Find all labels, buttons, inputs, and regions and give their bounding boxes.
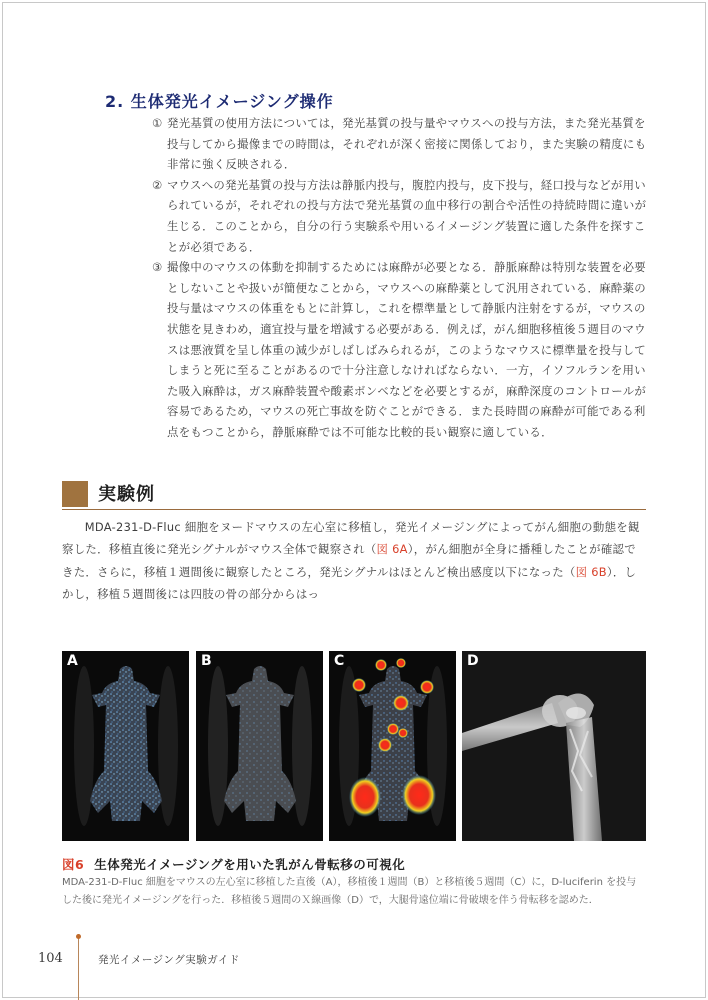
footer-divider — [78, 938, 79, 1000]
mouse-image-b — [196, 651, 323, 841]
page-number: 104 — [38, 951, 63, 966]
section-title: 実験例 — [98, 484, 155, 505]
paragraph-text: ），がん細胞が全身に播種したことが確認できた．さらに，移植１週間後に観察したところ，発光シグナルはほとんど検出感度以下になった（ — [62, 542, 636, 579]
list-item — [152, 257, 652, 442]
mouse-image-a — [62, 651, 189, 841]
item-number: ① — [152, 116, 163, 130]
running-title: 発光イメージング実験ガイド — [98, 954, 240, 966]
figure-caption: MDA-231-D-Fluc 細胞をマウスの左心室に移植した直後（A），移植後１週間（B）と移植後５週間（C）に，D-luciferin を投与した後に発光イメージングを行った．移植後５週間のＸ線画像（D）で，大腿骨遠位端に骨破壊を伴う骨転移を認めた． — [62, 877, 637, 906]
mouse-image-c — [329, 651, 456, 841]
figure-title-text: 生体発光イメージングを用いた乳がん骨転移の可視化 — [94, 857, 406, 872]
footer-dot — [76, 934, 81, 939]
figure-panel-a — [62, 651, 189, 841]
item-text: 発光基質の使用方法については，発光基質の投与量やマウスへの投与方法，また発光基質を投与してから撮像までの時間は，それぞれが深く密接に関係しており，また実験の精度にも非常に強く反映される． — [167, 116, 647, 172]
item-text: 撮像中のマウスの体動を抑制するためには麻酔が必要となる．静脈麻酔は特別な装置を必要としないことや扱いが簡便なことから，マウスへの麻酔薬として汎用されている．麻酔薬の投与量はマウスの体重をもとに計算し，これを標準量として静脈内注射をするが，マウスの状態を見きわめ，適宜投与量を増減する必要がある．例えば，がん細胞移植後５週目のマウスは悪液質を呈し体重の減少がしばしばみられるが，このようなマウスに標準量を投与してしまうと死に至ることがあるので十分注意しなければならない．一方，イソフルランを用いた吸入麻酔は，ガス麻酔装置や酸素ボンベなどを必要とするが，麻酔深度のコントロールが容易であるため，マウスの死亡事故を防ぐことができる．また長時間の麻酔が可能である利点をもつことから，静脈麻酔では不可能な比較的長い観察に適している． — [167, 260, 647, 439]
figure-panel-d — [462, 651, 646, 841]
item-number: ② — [152, 177, 163, 192]
procedure-list — [152, 113, 652, 443]
figure-title — [62, 855, 405, 873]
figure-panel-c — [329, 651, 456, 841]
paragraph-text: ）．しかし，移植５週間後には四肢の骨の部分からはっ — [62, 564, 637, 601]
paragraph-text: MDA-231-D-Fluc 細胞をヌードマウスの左心室に移植し，発光イメージングによってがん細胞の動態を観察した．移植直後に発光シグナルがマウス全体で観察され（ — [62, 520, 640, 557]
figure-number: 図6 — [62, 857, 85, 872]
figure-link-6b[interactable]: 図 6B — [575, 564, 607, 579]
list-item — [152, 175, 652, 257]
panel-label: C — [334, 653, 345, 669]
item-number: ③ — [152, 260, 163, 275]
figure-link-6a[interactable]: 図 6A — [376, 542, 408, 557]
item-text: マウスへの発光基質の投与方法は静脈内投与，腹腔内投与，皮下投与，経口投与などが用いられているが，それぞれの投与方法で発光基質の血中移行の割合や活性の持続時間に違いが生じる．このことから，自分の行う実験系や用いるイメージング装置に適した条件を探すことが必須である． — [167, 177, 647, 254]
example-paragraph — [62, 516, 646, 605]
figure-panel-b — [196, 651, 323, 841]
section-heading-imaging-procedure: 2. 生体発光イメージング操作 — [105, 92, 334, 111]
list-item — [152, 113, 652, 175]
panel-label: B — [201, 653, 212, 669]
section-header-example — [62, 479, 646, 510]
panel-label: D — [467, 653, 479, 669]
panel-label: A — [67, 653, 78, 669]
section-marker-bar — [62, 481, 88, 507]
xray-image-d — [462, 651, 646, 841]
